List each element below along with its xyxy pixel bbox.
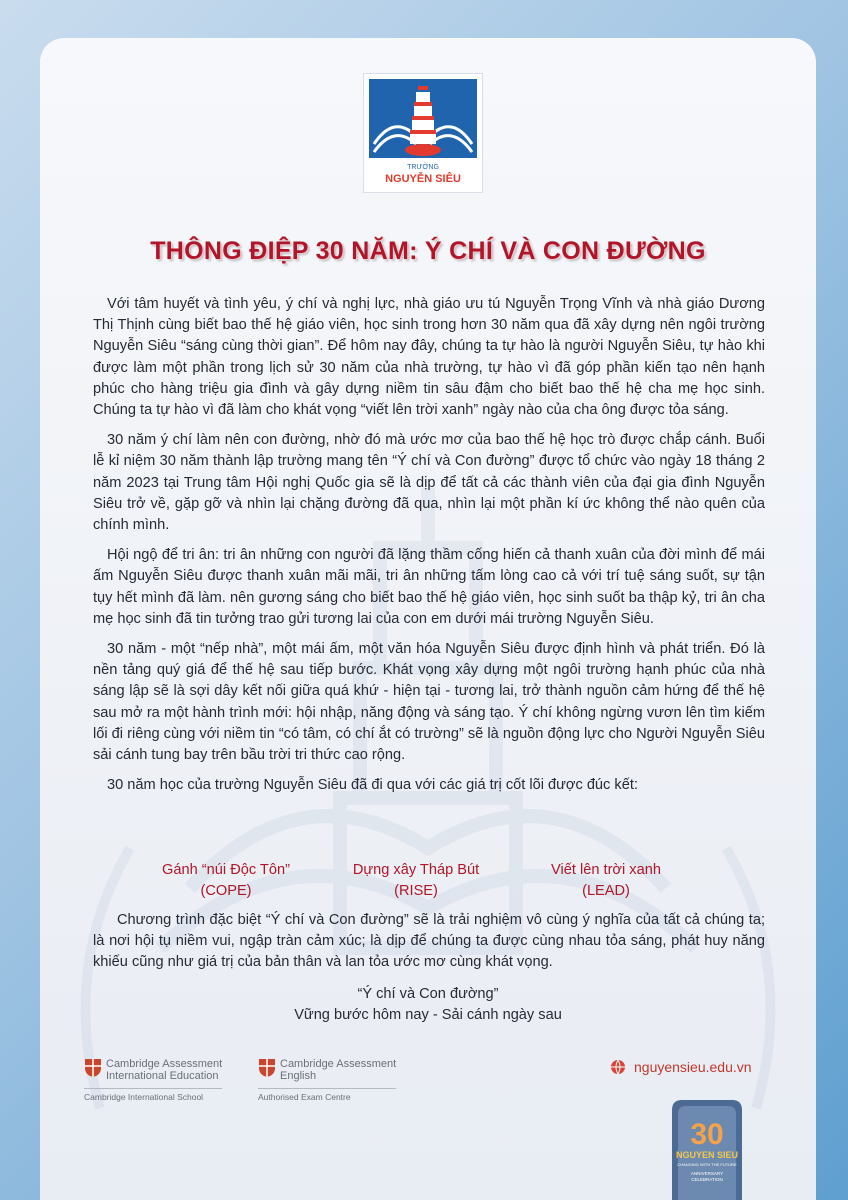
paragraph: 30 năm ý chí làm nên con đường, nhờ đó mà ước mơ của bao thế hệ học trò được chắp cánh. Buổi lễ kỉ niệm 30 năm thành lập trường mang tên “Ý chí và Con đường” được tổ chức vào ngày 18 tháng 2 năm 2023 tại Trung tâm Hội nghị Quốc gia sẽ là dịp để tất cả các thành viên của đại gia đình Nguyễn Siêu trở về, gặp gỡ và nhìn lại chặng đường đã qua, nhìn lại một phần kí ức không thể nào quên của chính mình.	[93, 432, 765, 534]
core-value-code: (RISE)	[394, 883, 438, 899]
cambridge-shield-icon	[84, 1058, 102, 1078]
core-value-cope	[136, 860, 316, 902]
core-value-code: (LEAD)	[582, 883, 630, 899]
svg-text:30: 30	[690, 1118, 724, 1151]
slogan-title: “Ý chí và Con đường”	[357, 986, 499, 1002]
page-title: THÔNG ĐIỆP 30 NĂM: Ý CHÍ VÀ CON ĐƯỜNG	[150, 237, 706, 265]
cambridge-international-logo: Cambridge Assessment International Education Cambridge International School	[84, 1058, 223, 1102]
paragraph: Chương trình đặc biệt “Ý chí và Con đường” sẽ là trải nghiệm vô cùng ý nghĩa của tất cả chúng ta; là nơi hội tụ niềm vui, ngập tràn cảm xúc; là dịp để chúng ta được cùng nhau tỏa sáng, phát huy năng khiếu cũng như giá trị của bản thân và lan tỏa ước mơ cùng khát vọng.	[93, 912, 765, 971]
paragraph: Với tâm huyết và tình yêu, ý chí và nghị lực, nhà giáo ưu tú Nguyễn Trọng Vĩnh và nhà giáo Dương Thị Thịnh cùng biết bao thế hệ giáo viên, học sinh trong hơn 30 năm qua đã xây dựng nên ngôi trường Nguyễn Siêu “sáng cùng thời gian”. Để hôm nay đây, chúng ta tự hào là người Nguyễn Siêu, tự hào khi được làm một phần trong lịch sử 30 năm của nhà trường, tự hào vì đã góp phần kiến tạo nên hạnh phúc cho hàng triệu gia đình và gây dựng niềm tin sâu đậm cho biết bao thế hệ cha mẹ học sinh. Chúng ta tự hào vì đã làm cho khát vọng “viết lên trời xanh” ngày nào của cha ông được tỏa sáng.	[93, 296, 765, 419]
svg-text:TRƯỜNG: TRƯỜNG	[407, 164, 439, 171]
core-value-lead	[516, 860, 696, 902]
core-values	[136, 860, 696, 902]
cambridge-english-logo: Cambridge Assessment English Authorised Exam Centre	[258, 1058, 397, 1102]
core-value-rise	[326, 860, 506, 902]
core-value-label: Viết lên trời xanh	[551, 862, 661, 878]
cambridge-shield-icon	[258, 1058, 276, 1078]
anniversary-30-badge	[662, 1096, 752, 1200]
svg-text:NGUYỄN SIÊU: NGUYỄN SIÊU	[385, 173, 461, 185]
svg-text:CELEBRATION: CELEBRATION	[691, 1177, 723, 1182]
website-url[interactable]: nguyensieu.edu.vn	[634, 1059, 752, 1075]
paragraph: 30 năm - một “nếp nhà”, một mái ấm, một văn hóa Nguyễn Siêu được định hình và phát triển. Đó là nền tảng quý giá để thế hệ sau tiếp bước. Khát vọng xây dựng một ngôi trường hạnh phúc của nhà sáng lập sẽ là sợi dây kết nối giữa quá khứ - hiện tại - tương lai, trở thành nguồn cảm hứng để thế hệ sau mở ra một hành trình mới: hội nhập, năng động và sáng tạo. Ý chí không ngừng vươn lên tìm kiếm lối đi riêng cùng với niềm tin “có tâm, có chí ắt có trường” sẽ là nguồn động lực cho Người Nguyễn Siêu sải cánh tung bay trên bầu trời tri thức cao rộng.	[93, 641, 765, 764]
website-link[interactable]	[610, 1059, 752, 1075]
core-value-label: Gánh “núi Độc Tôn”	[162, 862, 290, 878]
pagoda-tower-icon	[364, 74, 482, 192]
slogan-tagline: Vững bước hôm nay - Sải cánh ngày sau	[294, 1007, 562, 1023]
paragraph: Hội ngộ để tri ân: tri ân những con người đã lặng thầm cống hiến cả thanh xuân của đời mình để mái ấm Nguyễn Siêu được thanh xuân mãi mãi, tri ân những tấm lòng cao cả với trí tuệ sáng suốt, sự tận tụy hết mình đã làm. nên gương sáng cho biết bao thế hệ giáo viên, học sinh suốt ba thập kỷ, tri ân cha mẹ học sinh đã tin tưởng trao gửi tương lai của con em dưới mái trường Nguyễn Siêu.	[93, 547, 765, 627]
globe-icon	[610, 1059, 626, 1075]
slogan	[40, 984, 816, 1026]
document-card	[40, 38, 816, 1200]
paragraph: 30 năm học của trường Nguyễn Siêu đã đi qua với các giá trị cốt lõi được đúc kết:	[107, 777, 638, 794]
core-value-code: (COPE)	[200, 883, 252, 899]
svg-text:NGUYEN SIEU: NGUYEN SIEU	[675, 1150, 739, 1160]
svg-text:CHANGING WITH THE FUTURE: CHANGING WITH THE FUTURE	[677, 1162, 737, 1167]
core-value-label: Dựng xây Tháp Bút	[352, 862, 480, 878]
svg-text:ANNIVERSARY: ANNIVERSARY	[690, 1171, 724, 1176]
closing-paragraph	[93, 910, 765, 974]
message-body	[93, 294, 765, 805]
school-logo	[364, 74, 482, 192]
